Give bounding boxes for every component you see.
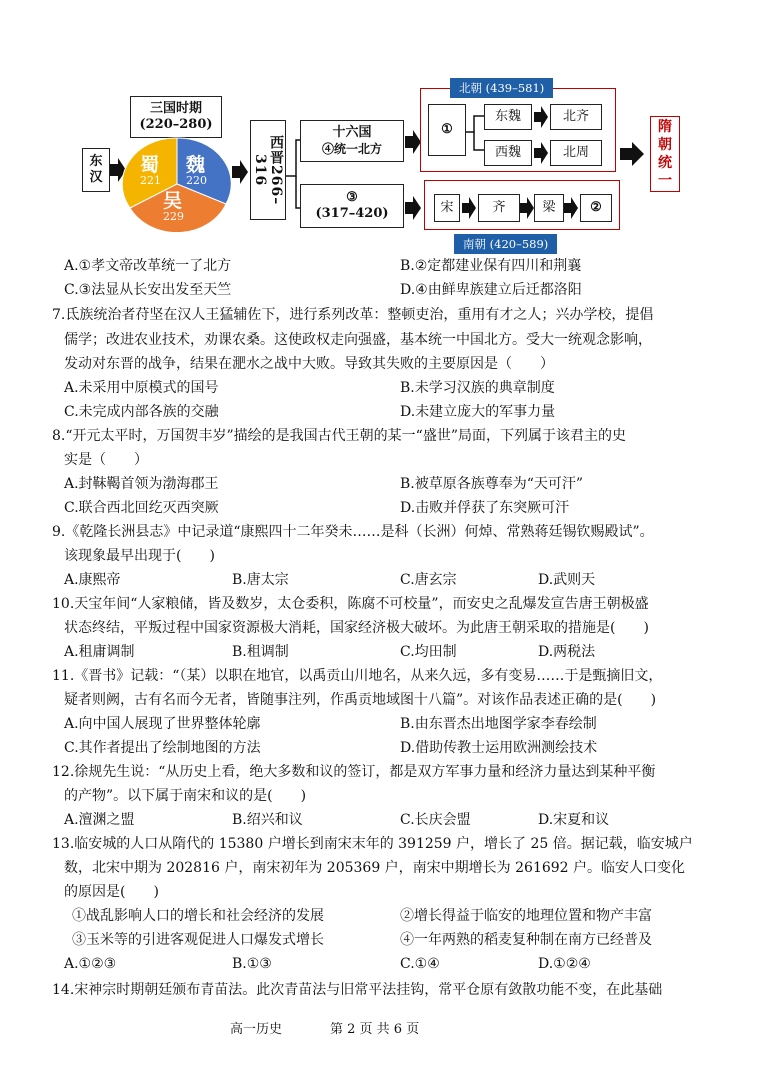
donghan-box xyxy=(82,148,110,192)
q7-option-b: B.未学习汉族的典章制度 xyxy=(400,380,555,396)
box-1-label: ① xyxy=(441,122,453,137)
q9-option-b: B.唐太宗 xyxy=(232,572,289,588)
q7-option-c: C.未完成内部各族的交融 xyxy=(64,404,219,420)
box-3-years: (317–420) xyxy=(315,206,389,221)
beiqi-box xyxy=(550,104,602,130)
liang-box xyxy=(534,194,564,222)
xijin-box xyxy=(250,120,286,220)
footer-subject: 高一历史 xyxy=(230,1022,283,1037)
dongwei-label: 东魏 xyxy=(494,109,521,124)
q6-option-c: C.③法显从长安出发至天竺 xyxy=(64,282,232,298)
q13-statement-2: ②增长得益于临安的地理位置和物产丰富 xyxy=(400,908,652,924)
q8-option-b: B.被草原各族尊奉为“天可汗” xyxy=(400,476,584,492)
q6-option-a: A.①孝文帝改革统一了北方 xyxy=(64,258,232,274)
q9-line-2: 该现象最早出现于( ) xyxy=(64,548,215,564)
sui-label: 隋朝统一 xyxy=(658,119,672,189)
q12-option-c: C.长庆会盟 xyxy=(400,812,471,828)
q10-option-d: D.两税法 xyxy=(538,644,596,660)
q13-option-a: A.①②③ xyxy=(64,956,117,972)
wei-year: 220 xyxy=(186,174,207,187)
q12-option-a: A.澶渊之盟 xyxy=(64,812,135,828)
q8-line-1: 8.“开元太平时，万国贺丰岁”描绘的是我国古代王朝的某一“盛世”局面，下列属于该君主的史 xyxy=(52,428,626,444)
dongwei-box xyxy=(484,104,532,130)
q11-line-2: 疑者则阙，古有名而今无者，皆随事注列，作禹贡地域图十八篇”。对该作品表述正确的是( ) xyxy=(64,692,657,708)
liang-label: 梁 xyxy=(542,200,556,215)
q6-option-b: B.②定都建业保有四川和荆襄 xyxy=(400,258,582,274)
q11-option-b: B.由东晋杰出地图学家李春绘制 xyxy=(400,716,597,732)
q12-line-2: 的产物”。以下属于南宋和议的是( ) xyxy=(64,788,307,804)
shu-label: 蜀 xyxy=(140,154,160,176)
xiwei-label: 西魏 xyxy=(494,145,521,160)
q13-statement-4: ④一年两熟的稻麦复种制在南方已经普及 xyxy=(400,932,652,948)
three-kingdoms-title-box xyxy=(130,96,222,138)
wei-label: 魏 xyxy=(186,154,206,176)
q13-line-1: 13.临安城的人口从隋代的 15380 户增长到南宋末年的 391259 户，增长了 25 倍。据记载，临安城户 xyxy=(52,836,693,852)
beizhou-box xyxy=(550,140,602,166)
q13-option-d: D.①②④ xyxy=(538,956,591,972)
q12-option-d: D.宋夏和议 xyxy=(538,812,610,828)
q9-line-1: 9.《乾隆长洲县志》中记录道“康熙四十二年癸未……是科（长洲）何焯、常熟蒋廷锡钦赐殿试”。 xyxy=(52,524,654,540)
q7-line-2: 儒学；改进农业技术，劝课农桑。这使政权走向强盛，基本统一中国北方。受大一统观念影响， xyxy=(64,332,652,348)
shiliuguo-label: 十六国 xyxy=(332,125,372,140)
q10-option-b: B.租调制 xyxy=(232,644,289,660)
song-label: 宋 xyxy=(440,200,454,215)
arrow-icon xyxy=(232,160,248,184)
q11-option-d: D.借助传教士运用欧洲测绘技术 xyxy=(400,740,598,756)
three-kingdoms-title: 三国时期 xyxy=(149,101,202,116)
q10-line-2: 状态终结，平叛过程中国家资源极大消耗，国家经济极大破坏。为此唐王朝采取的措施是( ) xyxy=(64,620,649,636)
arrow-icon xyxy=(534,106,548,128)
arrow-icon xyxy=(462,197,476,219)
box-3 xyxy=(300,184,404,228)
q9-option-d: D.武则天 xyxy=(538,572,596,588)
q10-option-c: C.均田制 xyxy=(400,644,457,660)
beiqi-label: 北齐 xyxy=(562,109,589,124)
arrow-icon xyxy=(405,130,421,154)
q13-line-3: 的原因是( ) xyxy=(64,884,159,900)
q12-line-1: 12.徐规先生说：“从历史上看，绝大多数和议的签订，都是双方军事力量和经济力量达到某种平衡 xyxy=(52,764,656,780)
qi-box xyxy=(478,194,520,222)
box-3-label: ③ xyxy=(346,190,358,205)
arrow-icon xyxy=(520,197,534,219)
q7-option-d: D.未建立庞大的军事力量 xyxy=(400,404,556,420)
xijin-label: 西晋266–316 xyxy=(252,134,284,206)
q11-option-c: C.其作者提出了绘制地图的方法 xyxy=(64,740,261,756)
box-1 xyxy=(428,104,466,156)
q8-option-a: A.封靺鞨首领为渤海郡王 xyxy=(64,476,219,492)
sui-box xyxy=(650,116,680,192)
song-box xyxy=(434,194,460,222)
footer-page-number: 第 2 页 共 6 页 xyxy=(330,1022,420,1037)
q7-line-1: 7.氐族统治者苻坚在汉人王猛辅佐下，进行系列改革：整顿吏治，重用有才之人；兴办学校，提倡 xyxy=(52,307,654,323)
arrow-icon xyxy=(564,197,578,219)
bracket-connector xyxy=(466,112,484,156)
arrow-icon xyxy=(405,196,421,220)
box-2 xyxy=(580,194,612,222)
q8-option-d: D.击败并俘获了东突厥可汗 xyxy=(400,500,570,516)
xiwei-box xyxy=(484,140,532,166)
shiliuguo-box xyxy=(300,120,404,162)
donghan-label: 东汉 xyxy=(89,154,103,185)
three-kingdoms-years: (220–280) xyxy=(139,117,213,132)
q14-line-1: 14.宋神宗时期朝廷颁布青苗法。此次青苗法与旧常平法挂钩，常平仓原有敛散功能不变，在此基础 xyxy=(52,982,663,998)
q13-option-b: B.①③ xyxy=(232,956,272,972)
beichao-header: 北朝 (439–581) xyxy=(450,78,553,98)
q11-line-1: 11.《晋书》记载：“（某）以职在地官，以禹贡山川地名，从来久远，多有变易……于是甄摘旧文， xyxy=(52,668,663,684)
q9-option-a: A.康熙帝 xyxy=(64,572,121,588)
arrow-icon xyxy=(534,142,548,164)
nanchao-header: 南朝 (420–589) xyxy=(454,234,557,254)
q9-option-c: C.唐玄宗 xyxy=(400,572,457,588)
wu-year: 229 xyxy=(163,210,184,223)
q10-line-1: 10.天宝年间“人家粮储，皆及数岁，太仓委积，陈腐不可校量”，而安史之乱爆发宣告唐王朝极盛 xyxy=(52,596,649,612)
qi-label: 齐 xyxy=(492,200,506,215)
q11-option-a: A.向中国人展现了世界整体轮廓 xyxy=(64,716,261,732)
q7-line-3: 发动对东晋的战争，结果在淝水之战中大败。导致其失败的主要原因是（ ） xyxy=(64,356,554,372)
arrow-icon xyxy=(620,142,644,166)
q13-line-2: 数，北宋中期为 202816 户，南宋初年为 205369 户，南宋中期增长为 261692 户。临安人口变化 xyxy=(64,860,686,876)
shiliuguo-sub: ④统一北方 xyxy=(321,142,382,156)
q13-option-c: C.①④ xyxy=(400,956,440,972)
q8-line-2: 实是（ ） xyxy=(64,452,148,468)
q12-option-b: B.绍兴和议 xyxy=(232,812,303,828)
shu-year: 221 xyxy=(140,174,161,187)
q8-option-c: C.联合西北回纥灭西突厥 xyxy=(64,500,219,516)
q13-statement-3: ③玉米等的引进客观促进人口爆发式增长 xyxy=(72,932,324,948)
beizhou-label: 北周 xyxy=(562,145,589,160)
q7-option-a: A.未采用中原模式的国号 xyxy=(64,380,219,396)
box-2-label: ② xyxy=(590,200,602,215)
q13-statement-1: ①战乱影响人口的增长和社会经济的发展 xyxy=(72,908,324,924)
q6-option-d: D.④由鲜卑族建立后迁都洛阳 xyxy=(400,282,582,298)
q10-option-a: A.租庸调制 xyxy=(64,644,135,660)
wu-label: 吴 xyxy=(163,190,183,212)
